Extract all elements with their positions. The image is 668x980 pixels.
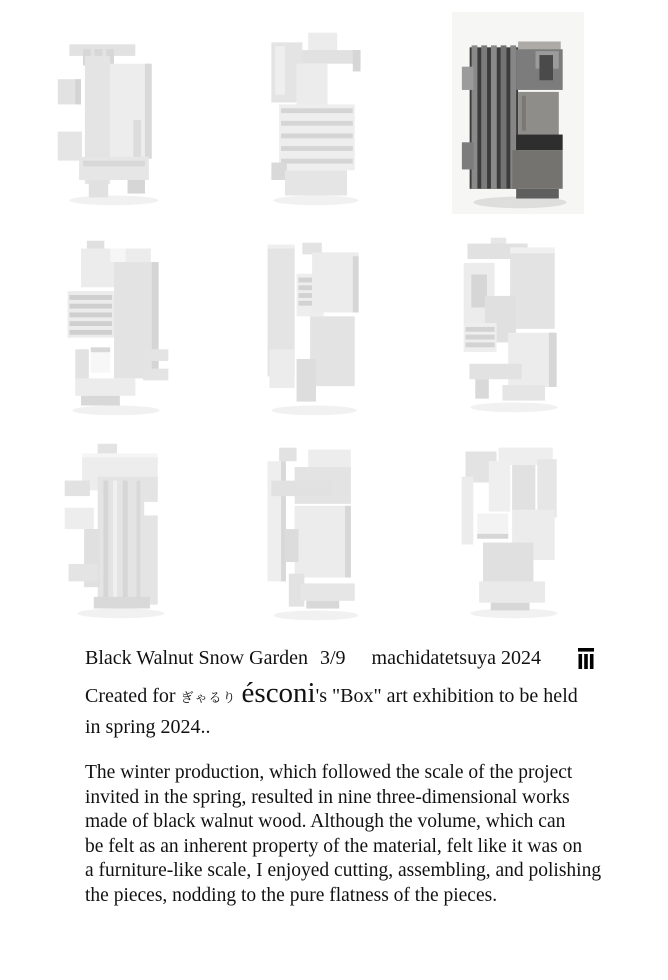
artwork-photo-6 <box>452 231 578 417</box>
artwork-number: 3/9 <box>319 647 346 669</box>
created-for-line <box>85 679 578 715</box>
wood-sculpture-8-image <box>252 439 378 625</box>
wood-sculpture-2-image <box>252 24 378 210</box>
artwork-photo-9 <box>452 437 578 623</box>
artist-logo-icon <box>578 648 594 676</box>
created-suffix: 's "Box" art exhibition to be held <box>315 685 578 707</box>
wood-sculpture-5-image <box>252 234 378 420</box>
wood-sculpture-6-image <box>452 231 578 417</box>
caption-line <box>85 645 594 676</box>
wood-sculpture-3-image <box>458 27 584 213</box>
artwork-photo-8 <box>252 439 378 625</box>
artwork-photo-4 <box>52 234 178 420</box>
wood-sculpture-7-image <box>55 437 181 623</box>
artwork-photo-1 <box>50 24 176 210</box>
statement-line: the pieces, nodding to the pure flatness of the pieces. <box>85 884 498 906</box>
artwork-photo-3 <box>458 27 584 213</box>
artwork-photo-2 <box>252 24 378 210</box>
artwork-title: Black Walnut Snow Garden <box>85 647 308 669</box>
statement-line: be felt as an inherent property of the material, felt like it was on <box>85 835 583 857</box>
artwork-photo-7 <box>55 437 181 623</box>
statement-line: The winter production, which followed the scale of the project <box>85 762 573 783</box>
wood-sculpture-9-image <box>452 437 578 623</box>
statement-line: invited in the spring, resulted in nine three-dimensional works <box>85 786 570 808</box>
statement-line: made of black walnut wood. Although the volume, which can <box>85 811 566 833</box>
wood-sculpture-1-image <box>50 24 176 210</box>
artist-statement <box>85 761 601 909</box>
created-prefix: Created for <box>85 685 181 707</box>
gallery-name-japanese: ぎゃるり <box>180 691 237 706</box>
wood-sculpture-4-image <box>52 234 178 420</box>
statement-line: a furniture-like scale, I enjoyed cutting, assembling, and polishing <box>85 860 602 882</box>
created-for-line2: in spring 2024.. <box>85 716 211 738</box>
artwork-photo-5 <box>252 234 378 420</box>
artist-year: machidatetsuya 2024 <box>371 647 541 669</box>
gallery-name: ésconi <box>241 677 316 709</box>
